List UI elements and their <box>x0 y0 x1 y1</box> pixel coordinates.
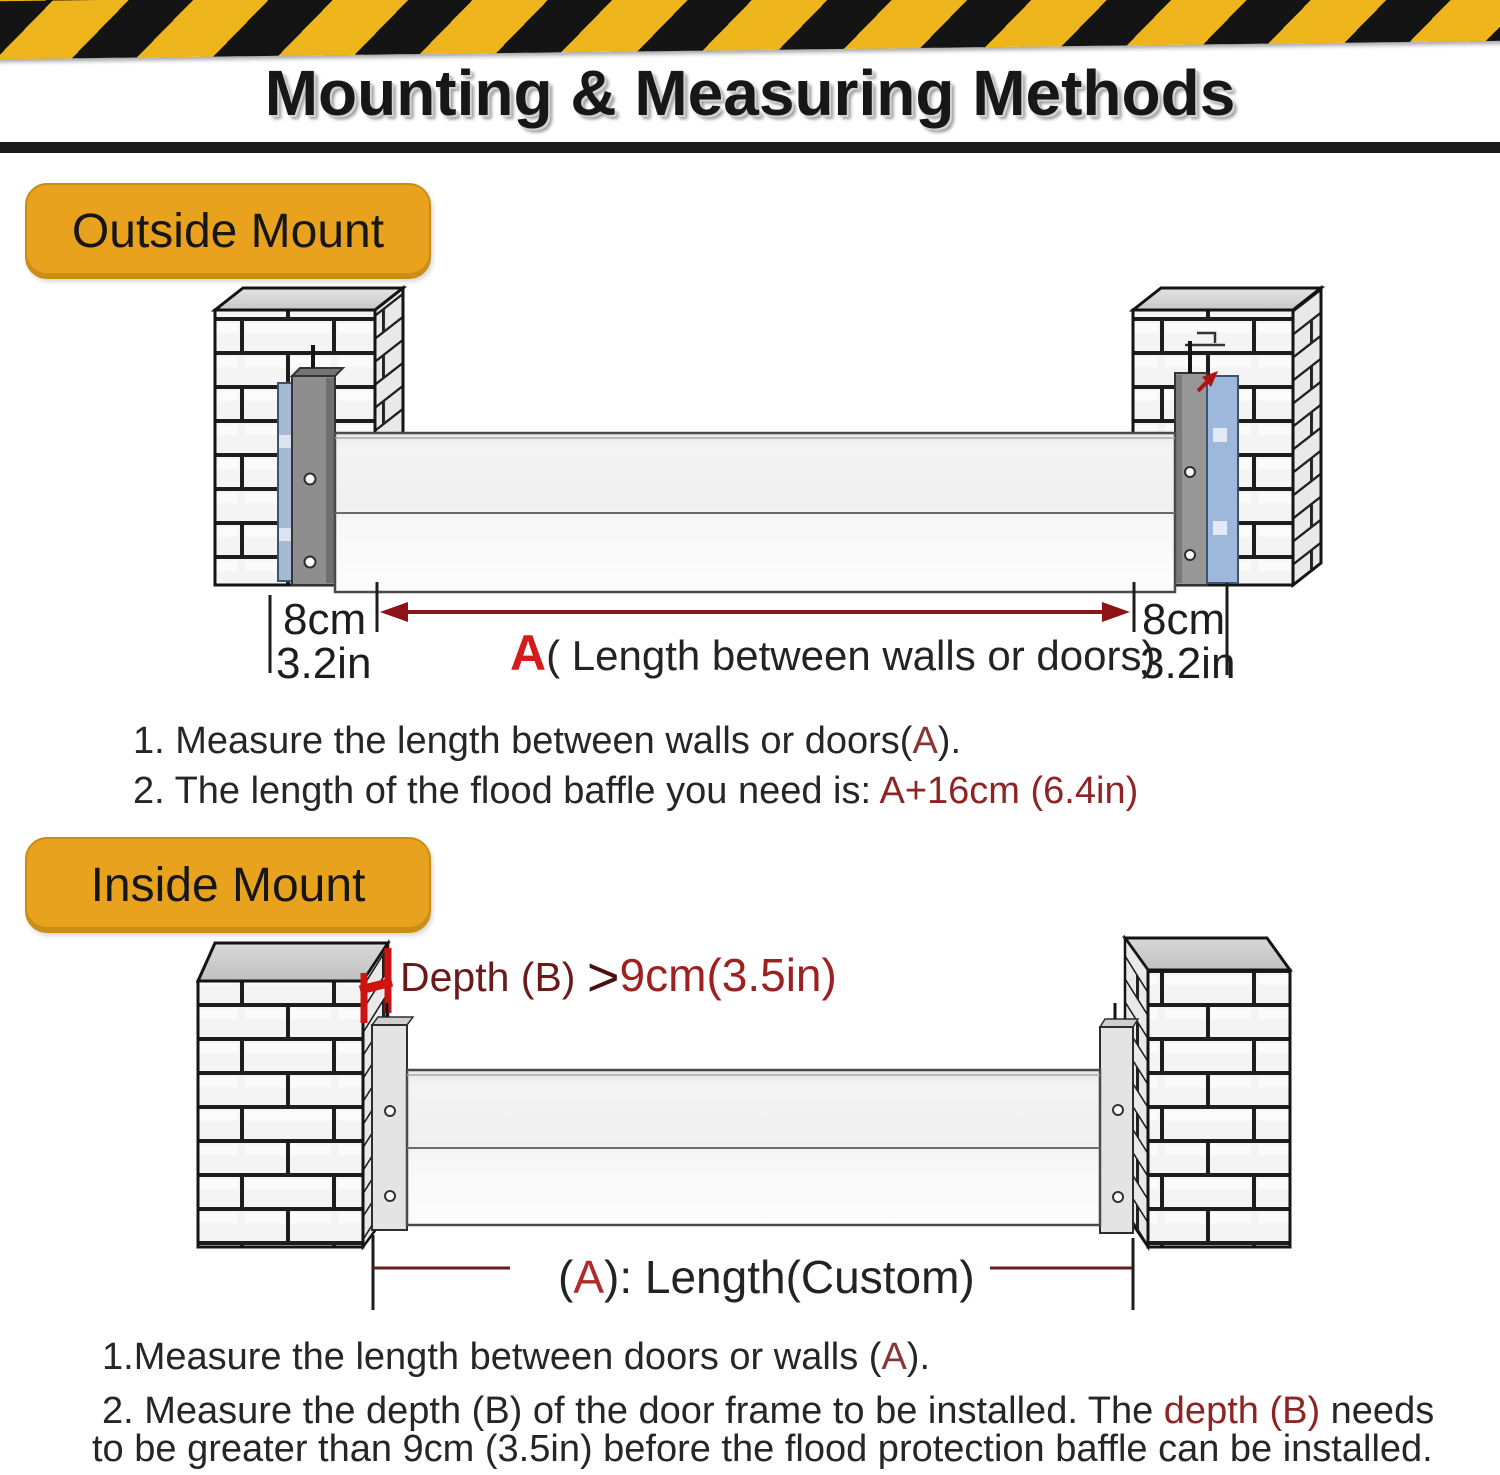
inside-step-1-a: A <box>881 1336 907 1378</box>
length-custom-text: ): Length(Custom) <box>604 1251 975 1303</box>
right-3-2in-label: 3.2in <box>1140 639 1236 688</box>
inside-left-pillar-front <box>198 981 363 1247</box>
left-seal-mark <box>279 435 292 448</box>
right-seal-strip <box>1207 376 1238 583</box>
inside-flood-barrier <box>407 1070 1100 1225</box>
outside-mount-badge <box>25 183 431 279</box>
outside-step-2-text: 2. The length of the flood baffle you need is: <box>133 770 880 812</box>
inside-left-pillar-top <box>198 943 388 981</box>
caution-tape-band <box>0 0 1500 59</box>
inside-left-pillar <box>198 943 388 1247</box>
page-title: Mounting & Measuring Methods <box>264 57 1236 129</box>
depth-b-value: 9cm(3.5in) <box>619 949 837 1001</box>
outside-left-pillar-top <box>215 288 403 310</box>
outside-flood-barrier <box>335 433 1175 592</box>
left-8cm-label: 8cm <box>283 595 367 644</box>
screw-hole <box>1113 1105 1123 1115</box>
screw-hole <box>385 1106 395 1116</box>
outside-step-1-text: 1. Measure the length between walls or doors <box>133 720 900 762</box>
length-custom-label <box>558 1250 975 1304</box>
length-custom-a: A <box>573 1251 605 1303</box>
inside-right-channel <box>1100 1003 1138 1233</box>
length-a-caption: ( Length between walls or doors) <box>546 632 1156 679</box>
paren: ). <box>937 720 962 762</box>
outside-step-1-a: A <box>912 720 938 762</box>
right-8cm-label: 8cm <box>1142 595 1226 644</box>
outside-right-pillar-top <box>1133 288 1321 310</box>
inside-step-2-continuation: to be greater than 9cm (3.5in) before the flood protection baffle can be installed. <box>92 1428 1433 1470</box>
inside-step-2-line-1 <box>102 1390 1434 1433</box>
right-channel-shade <box>1176 375 1182 583</box>
paren: ( <box>868 1336 882 1378</box>
left-channel-shade <box>326 378 334 583</box>
screw-hole <box>305 557 316 568</box>
right-channel-top <box>1100 1019 1138 1027</box>
inside-mount-badge-label: Inside Mount <box>90 858 366 912</box>
screw-hole <box>1185 467 1195 477</box>
inside-right-pillar-top <box>1125 938 1290 970</box>
outside-right-bracket <box>1175 341 1238 585</box>
outside-right-pillar-side <box>1293 288 1321 585</box>
greater-than-sign: > <box>586 945 620 1008</box>
length-a-label <box>510 624 1155 682</box>
paren: ( <box>558 1251 574 1303</box>
inside-step-2-depth-b: depth (B) <box>1163 1390 1321 1432</box>
dim-arrow-head-right <box>1102 602 1130 622</box>
paren: ( <box>899 720 913 762</box>
outside-step-1 <box>133 720 961 763</box>
length-a-letter: A <box>510 625 547 681</box>
outside-step-2-value: A+16cm (6.4in) <box>879 770 1139 812</box>
left-seal-mark <box>279 528 292 541</box>
inside-step-2-text: 2. Measure the depth (B) of the door frame to be installed. The <box>102 1390 1164 1432</box>
screw-hole <box>1113 1192 1123 1202</box>
screw-hole <box>1185 550 1195 560</box>
left-3-2in-label: 3.2in <box>276 639 372 688</box>
left-channel-top <box>372 1017 413 1025</box>
paren: ). <box>906 1336 931 1378</box>
inside-step-1-text: 1.Measure the length between doors or walls <box>102 1336 869 1378</box>
title-divider-bar <box>0 142 1500 153</box>
right-seal-mark <box>1213 521 1227 535</box>
depth-b-label <box>400 944 837 1009</box>
right-seal-mark <box>1213 428 1227 442</box>
inside-step-1 <box>102 1336 930 1379</box>
screw-hole <box>305 474 316 485</box>
inside-right-pillar-front <box>1148 970 1290 1247</box>
outside-mount-badge-label: Outside Mount <box>71 204 385 258</box>
inside-step-2-line-2 <box>92 1428 1433 1471</box>
depth-b-text: Depth (B) <box>400 954 587 1000</box>
dim-arrow-head-left <box>380 602 408 622</box>
inside-step-2-suffix: needs <box>1320 1390 1435 1432</box>
inside-right-pillar <box>1125 938 1290 1247</box>
screw-hole <box>385 1191 395 1201</box>
left-channel-top <box>292 368 343 376</box>
outside-step-2 <box>133 770 1138 813</box>
inside-mount-badge <box>25 837 431 933</box>
